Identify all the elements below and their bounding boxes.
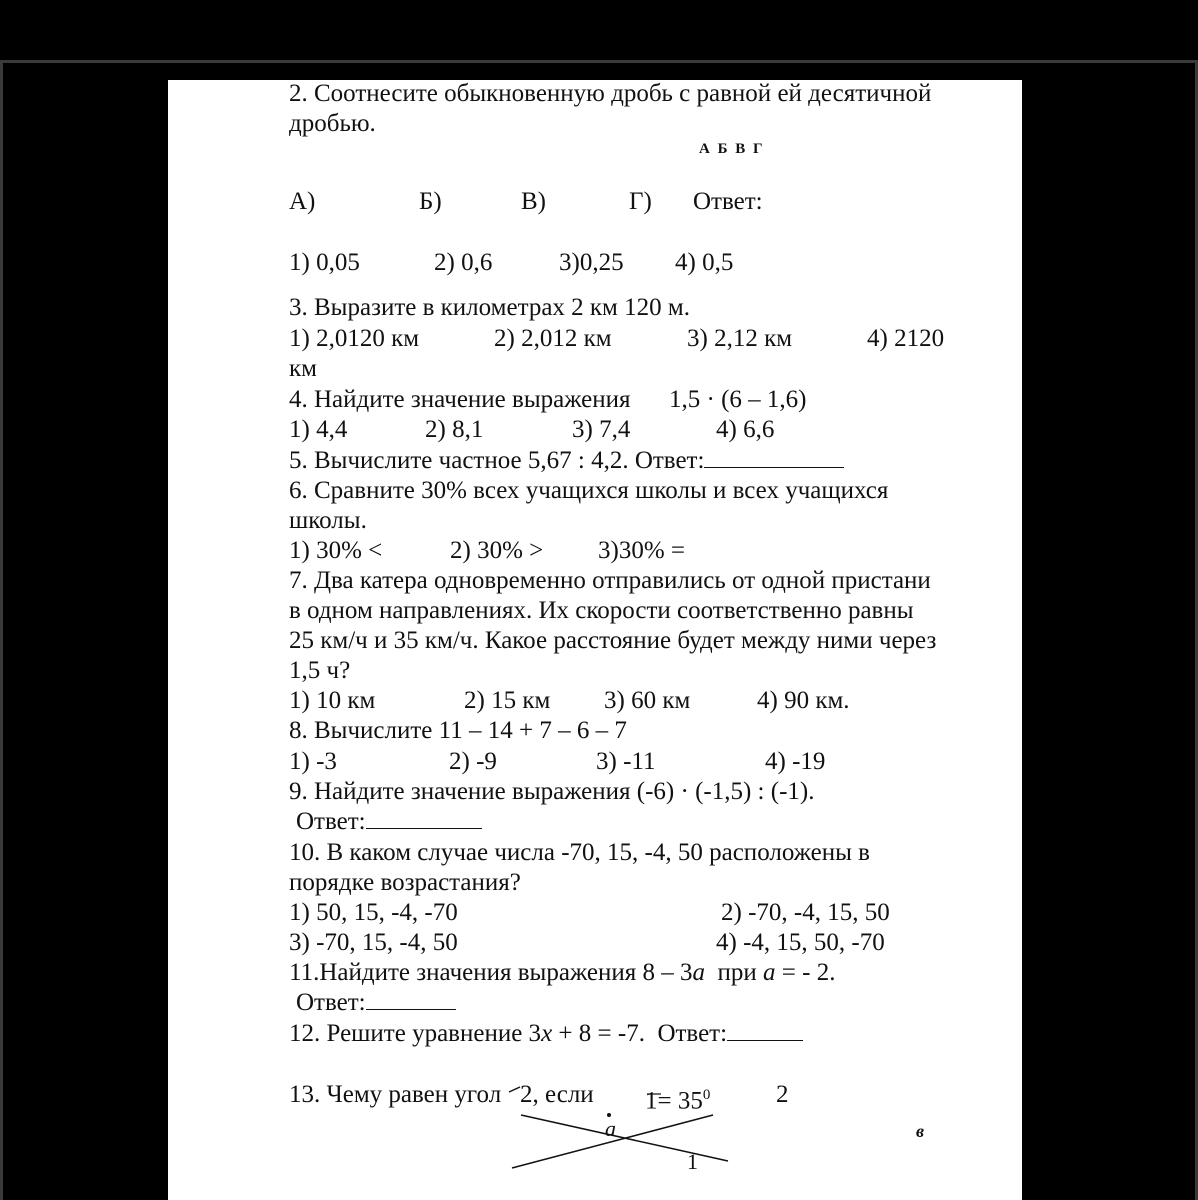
q7-line2: в одном направлениях. Их скорости соответственно равны: [289, 597, 914, 624]
q13-label-1: 1: [687, 1149, 698, 1174]
q12-var-x: x: [541, 1020, 553, 1047]
q13-diagram: [168, 80, 1022, 1200]
q11-var-a-2: а: [763, 959, 776, 986]
q2-text-line2: дробью.: [289, 110, 376, 137]
q2-col-g: Г): [629, 188, 652, 215]
q7-line4: 1,5 ч?: [289, 657, 351, 684]
q4-expression: 1,5 · (6 – 1,6): [669, 386, 807, 413]
q10-option-1: 1) 50, 15, -4, -70: [289, 899, 458, 926]
q10-line1: 10. В каком случае числа -70, 15, -4, 50 расположены в: [289, 839, 870, 866]
q7-line3: 25 км/ч и 35 км/ч. Какое расстояние будет между ними через: [289, 627, 937, 654]
q10-option-4: 4) -4, 15, 50, -70: [716, 929, 885, 956]
q3-option-2: 2) 2,012 км: [494, 325, 612, 352]
q8-option-4: 4) -19: [765, 748, 826, 775]
q2-option-1: 1) 0,05: [289, 249, 360, 276]
q13-eq-value: = 35: [657, 1087, 703, 1115]
q7-line1: 7. Два катера одновременно отправились от одной пристани: [289, 567, 931, 594]
q12-text-prefix: 12. Решите уравнение 3: [289, 1020, 542, 1047]
q3-text: 3. Выразите в километрах 2 км 120 м.: [289, 294, 690, 321]
q2-answer-label: Ответ:: [693, 188, 763, 215]
q9-text: 9. Найдите значение выражения (-6) · (-1,5) : (-1).: [289, 778, 815, 805]
q8-option-1: 1) -3: [289, 748, 337, 775]
q4-option-2: 2) 8,1: [425, 416, 484, 443]
q7-option-1: 1) 10 км: [289, 687, 376, 714]
q6-text-line1: 6. Сравните 30% всех учащихся школы и всех учащихся: [289, 477, 889, 504]
q4-option-4: 4) 6,6: [716, 416, 775, 443]
q7-option-4: 4) 90 км.: [757, 687, 850, 714]
q12-text-suffix: + 8 = -7. Ответ:: [552, 1020, 728, 1047]
q2-col-v: В): [521, 188, 546, 215]
q10-line2: порядке возрастания?: [289, 869, 521, 896]
q11-text-mid: при: [705, 959, 764, 986]
worksheet-page: [168, 80, 1022, 1200]
q2-col-a: А): [289, 188, 316, 215]
q10-option-2: 2) -70, -4, 15, 50: [721, 899, 890, 926]
q3-option-4-cont: км: [289, 355, 317, 382]
q6-option-2: 2) 30% >: [450, 537, 544, 564]
q11-text-prefix: 11.Найдите значения выражения 8 – 3: [289, 959, 693, 986]
q6-option-1: 1) 30% <: [289, 537, 383, 564]
q2-col-b: Б): [419, 188, 442, 215]
q8-option-3: 3) -11: [596, 748, 656, 775]
q11-text-suffix: = - 2.: [775, 959, 836, 986]
q2-header-letters: А Б В Г: [699, 141, 765, 157]
q2-text-line1: 2. Соотнесите обыкновенную дробь с равной ей десятичной: [289, 80, 932, 107]
q4-text: 4. Найдите значение выражения: [289, 386, 631, 413]
q2-option-4: 4) 0,5: [675, 249, 734, 276]
angle-mark-2: [509, 1087, 520, 1092]
q13-degree: 0: [702, 1087, 711, 1103]
q8-option-2: 2) -9: [449, 748, 497, 775]
q6-option-3: 3)30% =: [598, 537, 685, 564]
q4-option-3: 3) 7,4: [572, 416, 631, 443]
q3-option-4: 4) 2120: [867, 325, 945, 352]
q2-option-2: 2) 0,6: [434, 249, 493, 276]
q13-label-v: в: [916, 1121, 925, 1141]
q6-text-line2: школы.: [289, 507, 367, 534]
q8-text: 8. Вычислите 11 – 14 + 7 – 6 – 7: [289, 717, 627, 744]
q13-text: 13. Чему равен угол: [289, 1081, 502, 1108]
q13-angle1-label: 1: [645, 1087, 658, 1115]
q5-text: 5. Вычислите частное 5,67 : 4,2. Ответ:: [289, 447, 705, 474]
q11-var-a: а: [692, 959, 705, 986]
q9-answer-label: Ответ:: [296, 808, 366, 835]
q11-answer-label: Ответ:: [296, 989, 366, 1016]
q2-option-3: 3)0,25: [559, 249, 624, 276]
q7-option-2: 2) 15 км: [464, 687, 551, 714]
q7-option-3: 3) 60 км: [604, 687, 691, 714]
q13-angle2: 2, если: [520, 1081, 594, 1108]
q13-label-2: 2: [776, 1081, 789, 1108]
q4-option-1: 1) 4,4: [289, 416, 348, 443]
q10-option-3: 3) -70, 15, -4, 50: [289, 929, 458, 956]
q3-option-1: 1) 2,0120 км: [289, 325, 420, 352]
q3-option-3: 3) 2,12 км: [687, 325, 793, 352]
q13-label-a: а: [605, 1116, 616, 1141]
